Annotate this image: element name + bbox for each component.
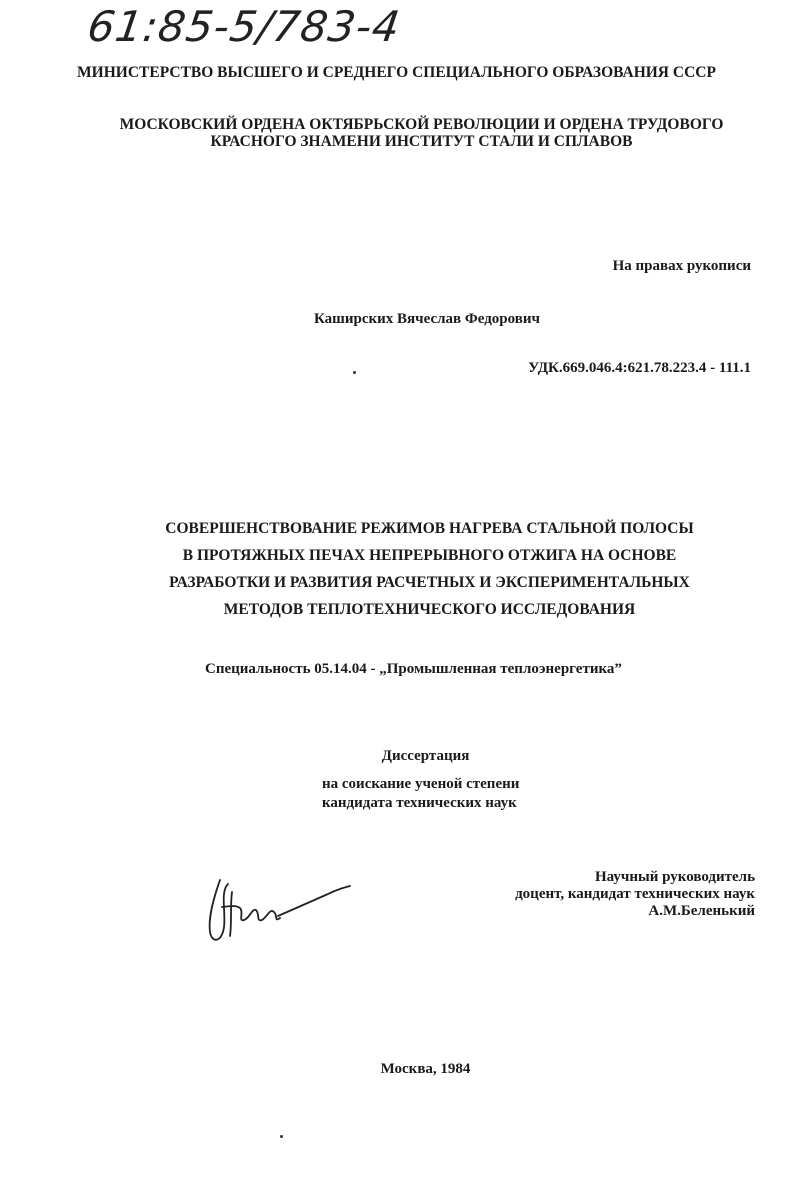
title-line-3: РАЗРАБОТКИ И РАЗВИТИЯ РАСЧЕТНЫХ И ЭКСПЕРИМЕНТАЛЬНЫХ — [169, 574, 690, 591]
institute-line-2: КРАСНОГО ЗНАМЕНИ ИНСТИТУТ СТАЛИ И СПЛАВОВ — [210, 133, 633, 150]
institute-heading — [0, 116, 793, 150]
title-line-1: СОВЕРШЕНСТВОВАНИЕ РЕЖИМОВ НАГРЕВА СТАЛЬНОЙ ПОЛОСЫ — [165, 520, 694, 537]
ministry-heading: МИНИСТЕРСТВО ВЫСШЕГО И СРЕДНЕГО СПЕЦИАЛЬНОГО ОБРАЗОВАНИЯ СССР — [77, 64, 716, 81]
specialty: Специальность 05.14.04 - „Промышленная теплоэнергетика” — [205, 661, 622, 677]
manuscript-note: На правах рукописи — [612, 258, 751, 274]
supervisor-block — [515, 869, 755, 920]
dissertation-label: Диссертация — [381, 748, 470, 764]
supervisor-title: доцент, кандидат технических наук — [515, 886, 755, 902]
title-line-2: В ПРОТЯЖНЫХ ПЕЧАХ НЕПРЕРЫВНОГО ОТЖИГА НА ОСНОВЕ — [182, 547, 677, 564]
title-line-4: МЕТОДОВ ТЕПЛОТЕХНИЧЕСКОГО ИССЛЕДОВАНИЯ — [223, 601, 636, 618]
author-name: Каширских Вячеслав Федорович — [314, 311, 540, 327]
handwritten-archive-number: 61:85-5/783-4 — [84, 2, 404, 51]
scan-speck — [280, 1135, 283, 1138]
institute-line-1: МОСКОВСКИЙ ОРДЕНА ОКТЯБРЬСКОЙ РЕВОЛЮЦИИ И ОРДЕНА ТРУДОВОГО — [119, 116, 724, 133]
degree-line-1: на соискание ученой степени — [322, 776, 520, 792]
signature — [200, 872, 360, 952]
scan-speck — [353, 371, 356, 374]
degree-description — [322, 775, 519, 813]
udc-code: УДК.669.046.4:621.78.223.4 - 111.1 — [528, 360, 751, 376]
thesis-title — [0, 515, 793, 623]
city-year: Москва, 1984 — [380, 1061, 471, 1077]
supervisor-name: А.М.Беленький — [648, 903, 755, 919]
degree-line-2: кандидата технических наук — [322, 795, 517, 811]
supervisor-role: Научный руководитель — [595, 869, 755, 885]
